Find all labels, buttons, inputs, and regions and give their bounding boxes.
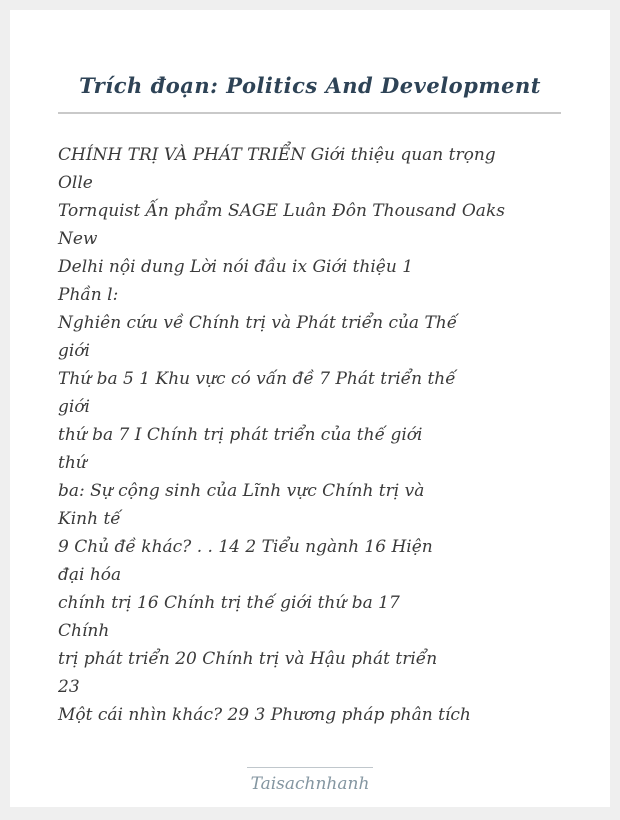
body-text-line: ba: Sự cộng sinh của Lĩnh vực Chính trị và [58,481,425,501]
body-text-line: trị phát triển 20 Chính trị và Hậu phát triển [58,649,438,669]
body-text-line: New [58,229,98,249]
document-body [58,141,566,729]
body-text-line: Tornquist Ấn phẩm SAGE Luân Đôn Thousand Oaks [58,201,505,221]
body-text-line: Nghiên cứu về Chính trị và Phát triển của Thế [58,313,458,333]
body-text-line: Kinh tế [58,509,121,529]
body-text-line: Chính [58,621,110,641]
body-text-line: Delhi nội dung Lời nói đầu ix Giới thiệu 1 [58,257,414,277]
body-text-line: giới [58,341,90,361]
body-text-line: 23 [58,677,80,697]
body-text-line: Phần l: [58,285,119,305]
page-title: Trích đoạn: Politics And Development [79,73,541,98]
body-text-line: thứ [58,453,87,473]
body-text-line: CHÍNH TRỊ VÀ PHÁT TRIỂN Giới thiệu quan trọng [58,145,496,165]
body-text-line: đại hóa [58,565,122,585]
body-text-line: Thứ ba 5 1 Khu vực có vấn đề 7 Phát triển thế [58,369,456,389]
document-page [10,10,610,807]
page-footer [10,767,610,794]
footer-brand: Taisachnhanh [250,774,370,794]
header-divider [58,112,561,114]
body-text-line: Một cái nhìn khác? 29 3 Phương pháp phân tích [58,705,471,725]
body-text-line: chính trị 16 Chính trị thế giới thứ ba 17 [58,593,400,613]
footer-divider [247,767,373,768]
body-text-line: Olle [58,173,93,193]
body-text-line: giới [58,397,90,417]
body-text-line: 9 Chủ đề khác? . . 14 2 Tiểu ngành 16 Hiện [58,537,433,557]
body-text-line: thứ ba 7 I Chính trị phát triển của thế giới [58,425,423,445]
